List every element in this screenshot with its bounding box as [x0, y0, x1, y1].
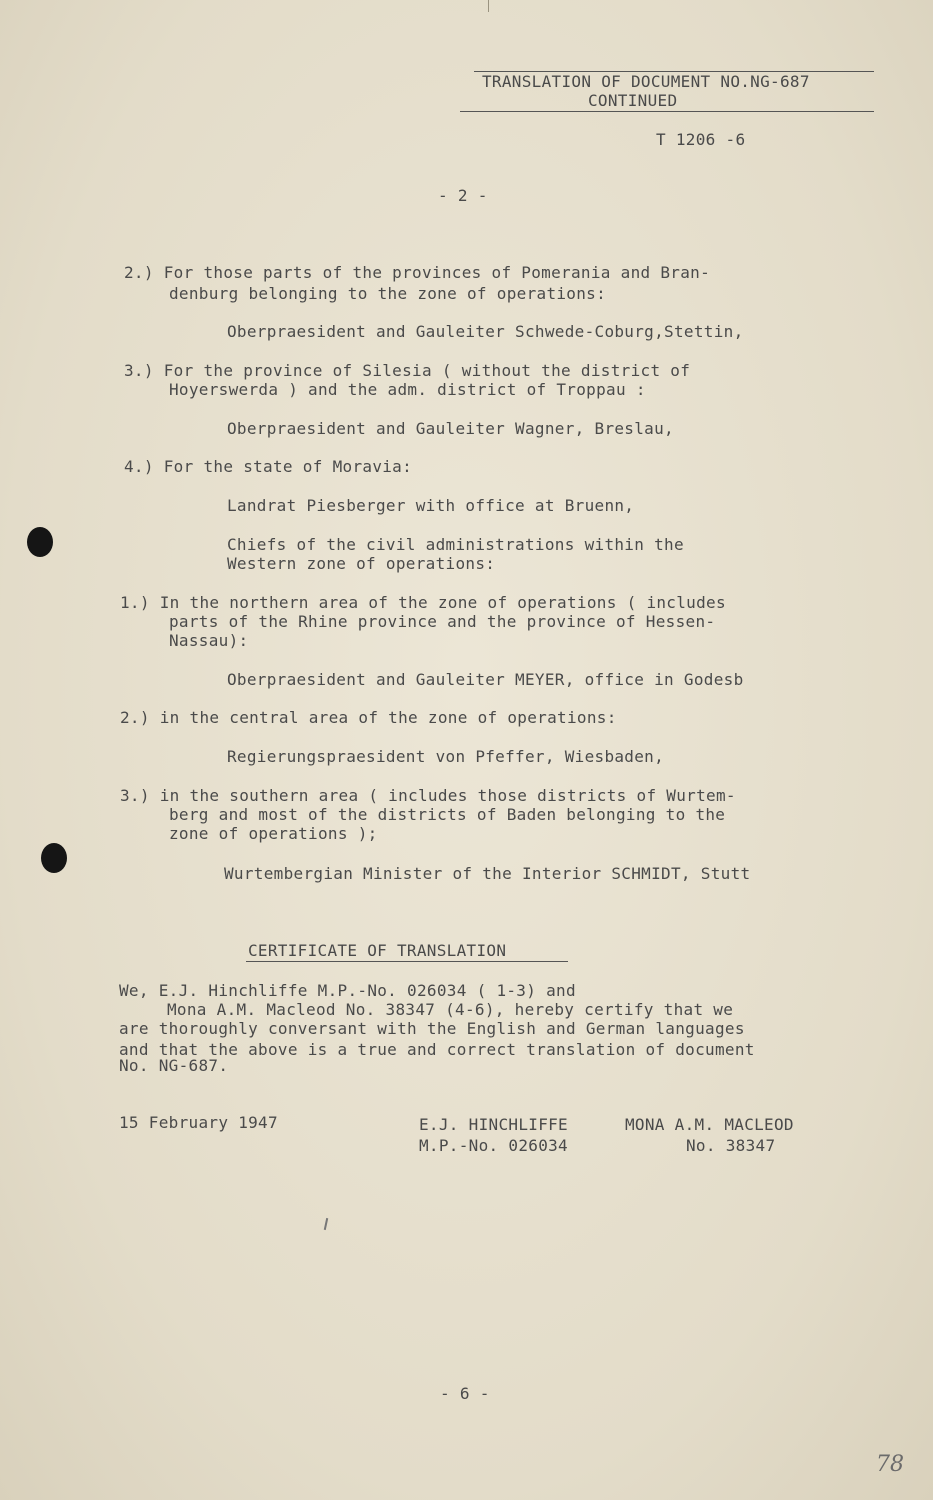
section-2-line-1: 2.) For those parts of the provinces of Pomerania and Bran- — [124, 263, 711, 282]
certificate-line-2: Mona A.M. Macleod No. 38347 (4-6), hereby certify that we — [167, 1000, 734, 1019]
certificate-line-1: We, E.J. Hinchliffe M.P.-No. 026034 ( 1-3) and — [119, 981, 576, 1000]
section-2-official: Oberpraesident and Gauleiter Schwede-Coburg,Stettin, — [227, 322, 744, 341]
western-1-official: Oberpraesident and Gauleiter MEYER, office in Godesb — [227, 670, 744, 689]
punch-hole-bottom — [41, 843, 67, 873]
western-1-line-1: 1.) In the northern area of the zone of operations ( includes — [120, 593, 726, 612]
western-3-line-3: zone of operations ); — [169, 824, 378, 843]
header-continued: CONTINUED — [588, 91, 678, 110]
western-3-official: Wurtembergian Minister of the Interior SCHMIDT, Stutt — [224, 864, 751, 883]
chiefs-line-2: Western zone of operations: — [227, 554, 496, 573]
certificate-line-4: and that the above is a true and correct translation of document — [119, 1040, 755, 1059]
western-3-line-1: 3.) in the southern area ( includes those districts of Wurtem- — [120, 786, 736, 805]
western-2-official: Regierungspraesident von Pfeffer, Wiesbaden, — [227, 747, 665, 766]
western-2-line-1: 2.) in the central area of the zone of operations: — [120, 708, 617, 727]
signature-1-name: E.J. HINCHLIFFE — [419, 1115, 568, 1134]
signature-2-name: MONA A.M. MACLEOD — [625, 1115, 794, 1134]
header-reference: T 1206 -6 — [656, 130, 746, 149]
chiefs-line-1: Chiefs of the civil administrations within the — [227, 535, 684, 554]
signature-1-number: M.P.-No. 026034 — [419, 1136, 568, 1155]
certificate-title: CERTIFICATE OF TRANSLATION — [248, 941, 507, 960]
section-4-official: Landrat Piesberger with office at Bruenn, — [227, 496, 635, 515]
signature-2-number: No. 38347 — [686, 1136, 776, 1155]
page-number-top: - 2 - — [438, 186, 488, 205]
western-1-line-2: parts of the Rhine province and the province of Hessen- — [169, 612, 716, 631]
fold-mark — [488, 0, 489, 12]
stray-pencil-mark — [324, 1218, 328, 1230]
section-3-line-2: Hoyerswerda ) and the adm. district of Troppau : — [169, 380, 646, 399]
certificate-title-underline — [246, 961, 568, 962]
section-3-line-1: 3.) For the province of Silesia ( without the district of — [124, 361, 691, 380]
page-number-bottom: - 6 - — [440, 1384, 490, 1403]
handwritten-page-number: 78 — [876, 1452, 904, 1477]
western-1-line-3: Nassau): — [169, 631, 249, 650]
section-4-line-1: 4.) For the state of Moravia: — [124, 457, 413, 476]
section-3-official: Oberpraesident and Gauleiter Wagner, Breslau, — [227, 419, 674, 438]
certificate-line-5: No. NG-687. — [119, 1056, 229, 1075]
punch-hole-top — [27, 527, 53, 557]
section-2-line-2: denburg belonging to the zone of operations: — [169, 284, 607, 303]
header-rule-bottom — [460, 111, 874, 112]
signature-date: 15 February 1947 — [119, 1113, 278, 1132]
western-3-line-2: berg and most of the districts of Baden belonging to the — [169, 805, 726, 824]
header-title: TRANSLATION OF DOCUMENT NO.NG-687 — [482, 72, 810, 91]
certificate-line-3: are thoroughly conversant with the English and German languages — [119, 1019, 745, 1038]
